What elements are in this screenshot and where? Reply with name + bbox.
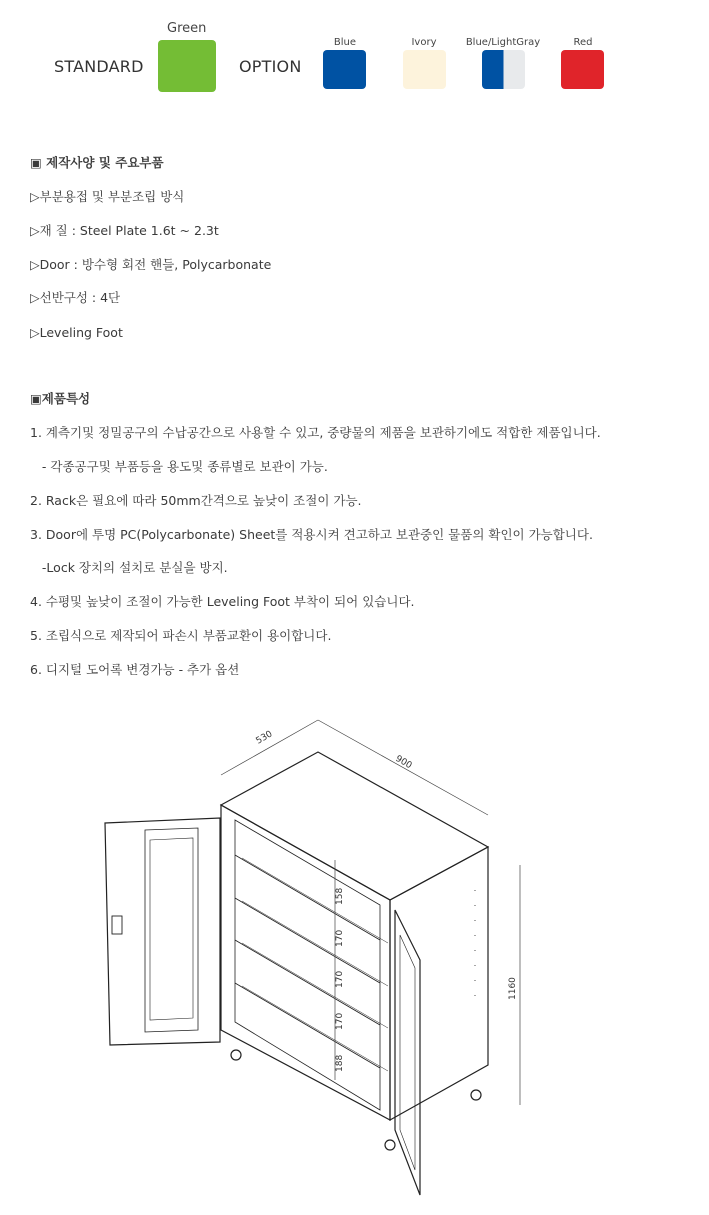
- ivory-swatch: [403, 50, 446, 89]
- blue-lightgray-caption: Blue/LightGray: [465, 37, 541, 48]
- blue-caption: Blue: [333, 37, 357, 48]
- spec-item: ▷Leveling Foot: [30, 325, 123, 340]
- spec-item: ▷재 질 : Steel Plate 1.6t ~ 2.3t: [30, 223, 219, 238]
- right-door: [395, 910, 420, 1195]
- cabinet-front: [221, 805, 390, 1120]
- spec-item: ▷선반구성 : 4단: [30, 290, 121, 305]
- feature-item: 5. 조립식으로 제작되어 파손시 부품교환이 용이합니다.: [30, 628, 332, 643]
- dim-shelf: 188: [335, 1054, 345, 1072]
- feature-item: -Lock 장치의 설치로 분실을 방지.: [30, 560, 228, 575]
- dim-depth: 530: [254, 729, 275, 747]
- feature-item: 1. 계측기및 정밀공구의 수납공간으로 사용할 수 있고, 중량물의 제품을 보관하기에도 적합한 제품입니다.: [30, 425, 601, 440]
- dim-shelf: 170: [335, 929, 345, 947]
- option-label: OPTION: [239, 57, 302, 76]
- cabinet-top: [221, 752, 488, 900]
- door-handle-icon: [112, 916, 122, 934]
- color-options: [0, 0, 709, 110]
- feature-item: 4. 수평및 높낮이 조절이 가능한 Leveling Foot 부착이 되어 있습니다.: [30, 594, 415, 609]
- dim-shelf: 170: [335, 1012, 345, 1030]
- red-swatch: [561, 50, 604, 89]
- ivory-caption: Ivory: [411, 37, 437, 48]
- green-caption: Green: [167, 21, 207, 36]
- feature-item: 6. 디지털 도어록 변경가능 - 추가 옵션: [30, 662, 240, 677]
- cabinet-drawing: [90, 700, 630, 1205]
- feature-item: 2. Rack은 필요에 따라 50mm간격으로 높낮이 조절이 가능.: [30, 493, 362, 508]
- feature-item: - 각종공구및 부품등을 용도및 종류별로 보관이 가능.: [30, 459, 328, 474]
- feature-item: 3. Door에 투명 PC(Polycarbonate) Sheet를 적용시켜 견고하고 보관중인 물품의 확인이 가능합니다.: [30, 527, 593, 542]
- spec-title: ▣ 제작사양 및 주요부품: [30, 155, 164, 170]
- standard-label: STANDARD: [54, 57, 144, 76]
- green-swatch: [158, 40, 216, 92]
- dim-width: 900: [393, 753, 414, 772]
- spec-item: ▷Door : 방수형 회전 핸들, Polycarbonate: [30, 257, 272, 272]
- blue-lightgray-swatch: [482, 50, 525, 89]
- spec-item: ▷부분용접 및 부분조립 방식: [30, 189, 185, 204]
- dim-shelf: 158: [335, 887, 345, 905]
- cabinet-side: [390, 847, 488, 1120]
- blue-swatch: [323, 50, 366, 89]
- red-caption: Red: [573, 37, 593, 48]
- dim-shelf: 170: [335, 970, 345, 988]
- features-title: ▣제품특성: [30, 391, 91, 406]
- dim-height: 1160: [508, 977, 518, 1000]
